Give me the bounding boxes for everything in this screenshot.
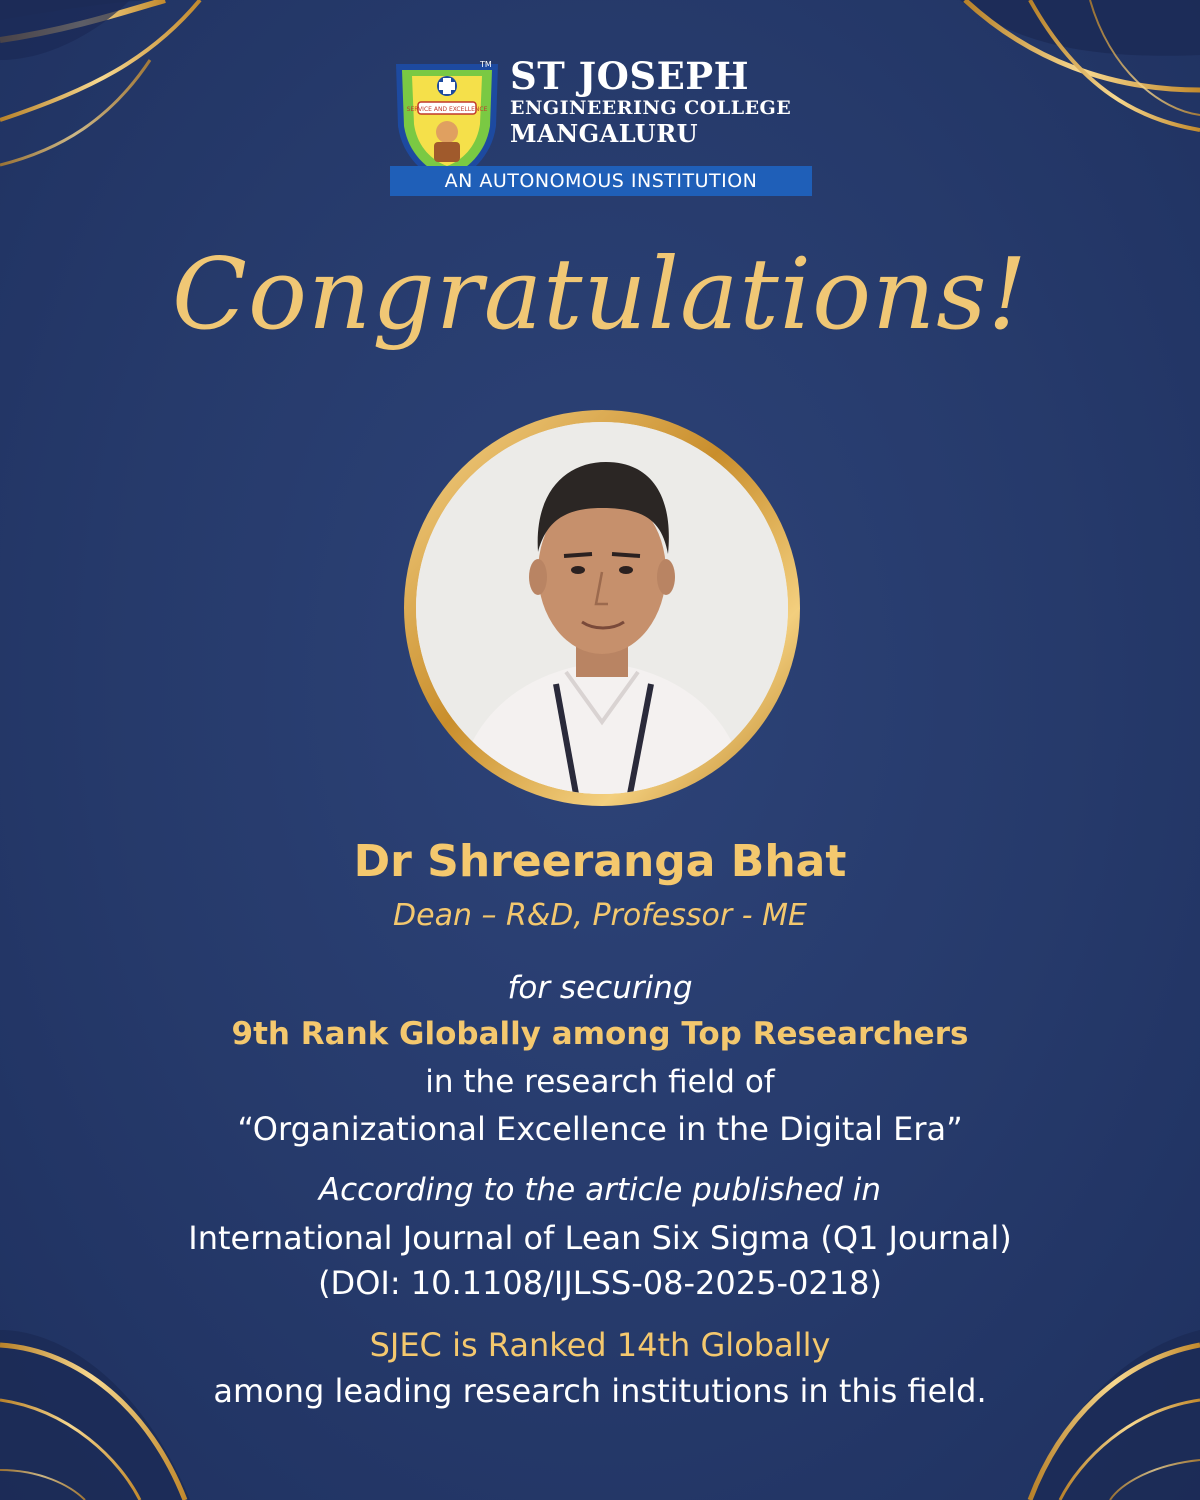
trademark-mark: TM xyxy=(480,60,492,69)
college-name-line2: ENGINEERING COLLEGE xyxy=(510,97,792,119)
college-name-line1: ST JOSEPH xyxy=(510,54,750,98)
institutions-text: among leading research institutions in this field. xyxy=(213,1372,987,1410)
autonomous-badge: AN AUTONOMOUS INSTITUTION xyxy=(390,166,812,196)
article-intro: According to the article published in xyxy=(318,1172,882,1208)
portrait-photo xyxy=(416,422,788,794)
research-field-title: “Organizational Excellence in the Digital Era” xyxy=(237,1110,963,1148)
congratulations-heading: Congratulations! xyxy=(172,238,1028,352)
doi-text: (DOI: 10.1108/IJLSS-08-2025-0218) xyxy=(318,1264,882,1302)
research-field-intro: in the research field of xyxy=(425,1064,775,1100)
person-photo-illustration xyxy=(416,422,788,794)
person-role: Dean – R&D, Professor - ME xyxy=(393,898,807,933)
rank-text: 9th Rank Globally among Top Researchers xyxy=(231,1016,969,1052)
svg-text:SERVICE AND EXCELLENCE: SERVICE AND EXCELLENCE xyxy=(406,106,488,113)
for-securing-text: for securing xyxy=(507,970,693,1006)
person-name: Dr Shreeranga Bhat xyxy=(353,836,847,887)
journal-name: International Journal of Lean Six Sigma (Q1 Journal) xyxy=(188,1219,1012,1257)
sjec-rank-text: SJEC is Ranked 14th Globally xyxy=(369,1326,831,1364)
college-name xyxy=(510,56,791,148)
college-name-line3: MANGALURU xyxy=(510,119,699,148)
